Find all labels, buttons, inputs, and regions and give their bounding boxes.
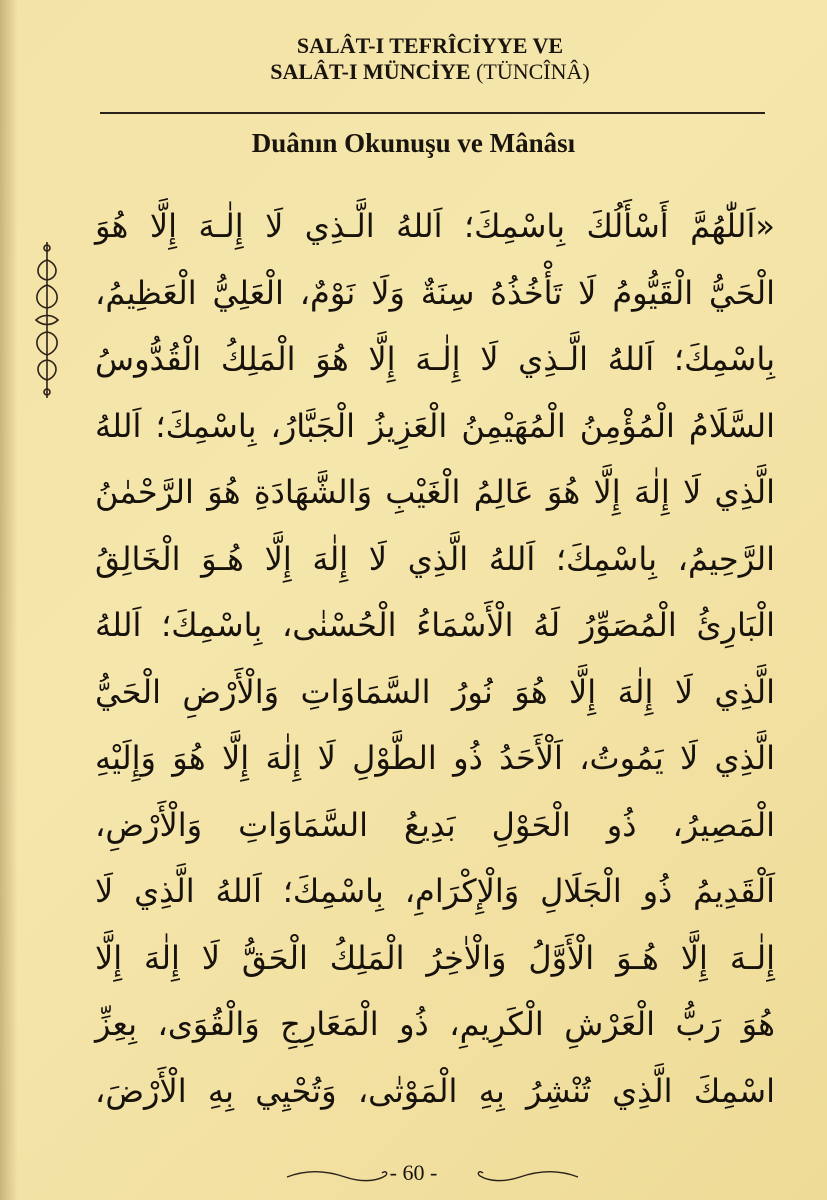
running-head [230, 33, 630, 85]
page-gutter-shadow [0, 0, 18, 1200]
text-line: اسْمِكَ الَّذِي تُنْشِرُ بِهِ الْمَوْتٰى، وَتُحْيِي بِهِ الْأَرْضَ، [95, 1071, 775, 1110]
header-rule [100, 112, 765, 114]
text-line: الَّذِي لَا إِلٰهَ إِلَّا هُوَ نُورُ السَّمَاوَاتِ وَالْأَرْضِ الْحَيُّ [95, 672, 775, 711]
text-line: هُوَ رَبُّ الْعَرْشِ الْكَرِيمِ، ذُو الْمَعَارِجِ وَالْقُوَى، بِعِزِّ [95, 1005, 775, 1043]
footer-swirl-right-icon [470, 1168, 580, 1186]
text-line: الرَّحِيمُ، بِاسْمِكَ؛ اَللهُ الَّذِي لَا إِلٰهَ إِلَّا هُـوَ الْخَالِقُ [95, 539, 775, 578]
text-line: اَلْقَدِيمُ ذُو الْجَلَالِ وَالْإِكْرَامِ، بِاسْمِكَ؛ اَللهُ الَّذِي لَا [95, 872, 775, 910]
text-line: الْمَصِيرُ، ذُو الْحَوْلِ بَدِيعُ السَّمَاوَاتِ وَالْأَرْضِ، [95, 805, 775, 844]
arabic-prayer-text [95, 193, 775, 1124]
text-line: الَّذِي لَا يَمُوتُ، اَلْأَحَدُ ذُو الطَّوْلِ لَا إِلٰهَ إِلَّا هُوَ وَإِلَيْهِ [95, 739, 775, 777]
text-line: بِاسْمِكَ؛ اَللهُ الَّـذِي لَا إِلٰـهَ إِلَّا هُوَ الْمَلِكُ الْقُدُّوسُ [95, 340, 775, 378]
running-head-line-2-suffix: (TÜNCÎNÂ) [470, 59, 590, 84]
text-line: الْبَارِئُ الْمُصَوِّرُ لَهُ الْأَسْمَاءُ الْحُسْنٰى، بِاسْمِكَ؛ اَللهُ [95, 606, 775, 644]
text-line: السَّلَامُ الْمُؤْمِنُ الْمُهَيْمِنُ الْعَزِيزُ الْجَبَّارُ، بِاسْمِكَ؛ اَللهُ [95, 406, 775, 445]
page-number: - 60 - [389, 1160, 438, 1185]
section-title: Duânın Okunuşu ve Mânâsı [251, 128, 576, 158]
running-head-line-2-bold: SALÂT-I MÜNCİYE [270, 59, 471, 84]
text-line: إِلٰـهَ إِلَّا هُـوَ الْأَوَّلُ وَالْاٰخِرُ الْمَلِكُ الْحَقُّ لَا إِلٰهَ إِلَّا [95, 938, 775, 977]
page-footer [0, 1160, 827, 1192]
text-line: الَّذِي لَا إِلٰهَ إِلَّا هُوَ عَالِمُ الْغَيْبِ وَالشَّهَادَةِ هُوَ الرَّحْمٰنُ [95, 473, 775, 511]
running-head-line-1: SALÂT-I TEFRÎCİYYE VE [296, 33, 564, 58]
margin-ornament-icon [30, 240, 64, 400]
text-line: «اَللّٰهُمَّ أَسْأَلُكَ بِاسْمِكَ؛ اَللهُ الَّـذِي لَا إِلٰـهَ إِلَّا هُوَ [95, 207, 775, 245]
running-head-line-2 [230, 59, 630, 85]
text-line: الْحَيُّ الْقَيُّومُ لَا تَأْخُذُهُ سِنَةٌ وَلَا نَوْمٌ، الْعَلِيُّ الْعَظِيمُ، [95, 273, 775, 312]
